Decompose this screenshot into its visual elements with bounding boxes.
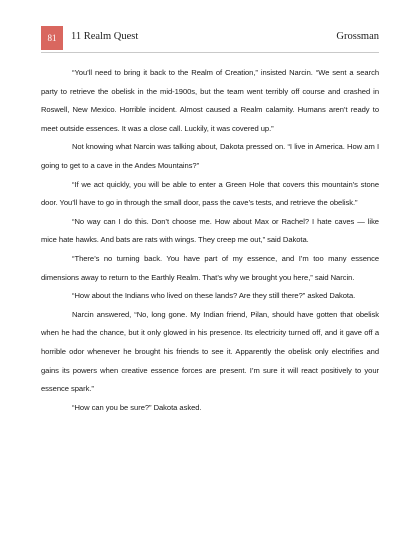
paragraph: “How can you be sure?” Dakota asked. (72, 402, 202, 412)
paragraph: Narcin answered, “No, long gone. My Indian friend, Pilan, should have gotten that obelisk when he had the chance, but it only glowed in his presence. Its electricity turned off, and it gave off a horrible odor whenever he brought his friends to see it. Apparently the obelisk only electrifies and gains its powers when creative essence forces are present. I’m sure it will react positively to your essence spark.” (41, 309, 379, 394)
book-title: 11 Realm Quest (71, 31, 139, 42)
paragraph: “There’s no turning back. You have part of my essence, and I’m too many essence dimensions away to return to the Earthly Realm. That’s why we brought you here,” said Narcin. (41, 253, 379, 282)
paragraph: Not knowing what Narcin was talking about, Dakota pressed on. “I live in America. How am I going to get to a cave in the Andes Mountains?” (41, 142, 379, 170)
page-header (41, 26, 379, 53)
paragraph: “How about the Indians who lived on these lands? Are they still there?” asked Dakota. (72, 291, 356, 301)
paragraph: “No way can I do this. Don’t choose me. How about Max or Rachel? I hate caves — like mice hate hawks. And bats are rats with wings. They creep me out,” said Dakota. (41, 216, 379, 245)
page-number-badge: 81 (41, 26, 63, 50)
body-text (41, 64, 379, 417)
paragraph: “You’ll need to bring it back to the Realm of Creation,” insisted Narcin. “We sent a search party to retrieve the obelisk in the mid-1900s, but the team went terribly off course and crashed in Roswell, New Mexico. Horrible incident. Almost caused a Realm calamity. Humans aren’t ready to meet outside essences. It was a close call. Luckily, it was covered up.” (41, 68, 379, 133)
paragraph: “If we act quickly, you will be able to enter a Green Hole that covers this mountain’s stone door. You’ll have to go in through the small door, pass the cave’s tests, and retrieve the obelisk.” (41, 179, 379, 208)
author-name: Grossman (336, 31, 379, 42)
